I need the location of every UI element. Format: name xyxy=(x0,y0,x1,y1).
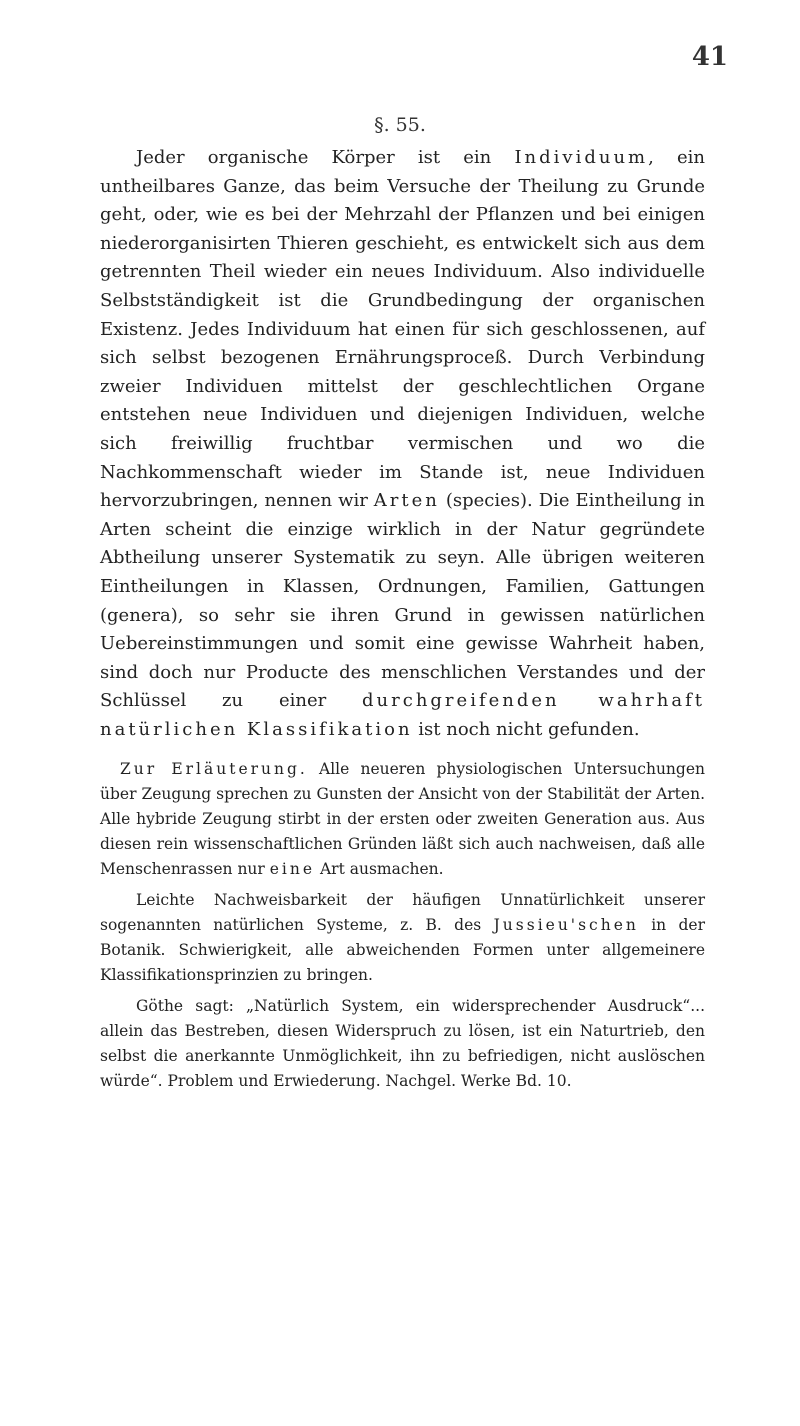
emphasis-eine: eine xyxy=(269,860,316,878)
emphasis-individuum: Individuum xyxy=(514,147,649,168)
note-paragraph xyxy=(100,757,705,882)
main-paragraph xyxy=(100,144,705,744)
text-run: Leichte Nachweisbarkeit der häufigen Unnatürlichkeit unserer sogenannten natürlichen Systeme, z. B. des xyxy=(100,891,705,934)
emphasis-jussieu: Jussieu'schen xyxy=(493,916,639,934)
text-run: in der Botanik. Schwierigkeit, alle abweichenden Formen unter allgemeinere Klassifikationsprinzien zu bringen. xyxy=(100,916,705,984)
text-run: (species). Die Eintheilung in Arten scheint die einzige wirklich in der Natur gegründete Abtheilung unserer Systematik zu seyn. Alle übrigen weiteren Eintheilungen in Klassen, Ordnungen, Familien, Gattungen (genera), so sehr sie ihren Grund in gewissen natürlichen Uebereinstimmungen und somit eine gewisse Wahrheit haben, sind doch nur Producte des menschlichen Verstandes und der Schlüssel zu einer xyxy=(100,490,705,712)
emphasis-klassifikation: durchgreifenden wahrhaft natürlichen Klassifikation xyxy=(100,690,705,740)
text-run: Art ausmachen. xyxy=(315,860,444,878)
text-run: Alle neueren physiologischen Untersuchungen über Zeugung sprechen zu Gunsten der Ansicht von der Stabilität der Arten. Alle hybride Zeugung stirbt in der ersten oder zweiten Generation aus. Aus diesen rein wissenschaftlichen Gründen läßt sich auch nachweisen, daß alle Menschenrassen nur xyxy=(100,760,705,878)
note-heading: Zur Erläuterung. xyxy=(120,760,308,778)
emphasis-arten: Arten xyxy=(373,490,440,512)
text-run: ist noch nicht gefunden. xyxy=(412,718,640,740)
text-run: Jeder organische Körper ist ein xyxy=(136,147,515,168)
page-number: 41 xyxy=(691,42,728,72)
text-run: , ein untheilbares Ganze, das beim Versuche der Theilung zu Grunde geht, oder, wie es bei der Mehrzahl der Pflanzen und bei einigen niederorganisirten Thieren geschieht, es entwickelt sich aus dem getrennten Theil wieder ein neues Individuum. Also individuelle Selbstständigkeit ist die Grundbedingung der organischen Existenz. Jedes Individuum hat einen für sich geschlossenen, auf sich selbst bezogenen Ernährungsproceß. Durch Verbindung zweier Individuen mittelst der geschlechtlichen Organe entstehen neue Individuen und diejenigen Individuen, welche sich freiwillig fruchtbar vermischen und wo die Nachkommenschaft wieder im Stande ist, neue Individuen hervorzubringen, nennen wir xyxy=(100,147,705,512)
notes-section xyxy=(100,757,705,1100)
section-heading: §. 55. xyxy=(374,114,426,136)
note-paragraph xyxy=(100,888,705,988)
note-paragraph: Göthe sagt: „Natürlich System, ein widersprechender Ausdruck“... allein das Bestreben, diesen Widerspruch zu lösen, ist ein Naturtrieb, den selbst die anerkannte Unmöglichkeit, ihn zu befriedigen, nicht auslöschen würde“. Problem und Erwiederung. Nachgel. Werke Bd. 10. xyxy=(100,997,705,1090)
